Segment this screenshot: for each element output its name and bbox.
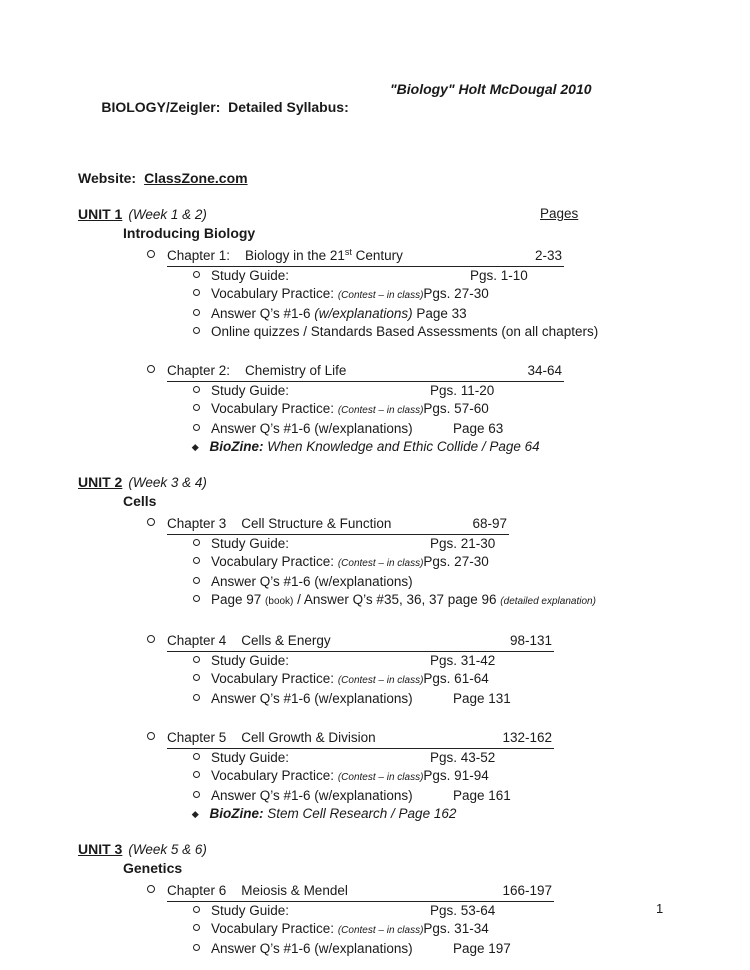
item-text: Pgs. 27-30 bbox=[423, 286, 489, 301]
chapter-title-text: Cell Growth & Division bbox=[241, 730, 376, 745]
item-text: Pgs. 27-30 bbox=[423, 554, 489, 569]
unit-topic: Introducing Biology bbox=[123, 225, 256, 241]
item-text: Study Guide: bbox=[211, 383, 290, 398]
list-item bbox=[78, 573, 693, 591]
chapter-title bbox=[241, 725, 375, 747]
chapter-block bbox=[78, 358, 693, 456]
item-text: Vocabulary Practice: bbox=[211, 921, 338, 936]
item-page-ref: Page 161 bbox=[453, 788, 511, 803]
chapter-title-text: Cell Structure & Function bbox=[241, 516, 392, 531]
footer-page-number: 1 bbox=[656, 901, 664, 916]
list-item bbox=[78, 902, 693, 920]
item-text: Answer Q’s #1-6 (w/explanations) bbox=[211, 421, 413, 436]
item-page-ref: Page 197 bbox=[453, 941, 511, 956]
unit-topic: Genetics bbox=[123, 860, 183, 876]
unit-section bbox=[78, 473, 693, 823]
item-text: Page 33 bbox=[412, 306, 467, 321]
list-item bbox=[78, 749, 693, 767]
list-item bbox=[78, 591, 693, 611]
unit-name: UNIT 1 bbox=[78, 206, 123, 222]
website-label: Website: bbox=[78, 170, 137, 186]
list-item bbox=[78, 305, 693, 323]
unit-name: UNIT 2 bbox=[78, 474, 123, 490]
item-text: Vocabulary Practice: bbox=[211, 286, 338, 301]
doc-title: BIOLOGY/Zeigler: Detailed Syllabus: bbox=[101, 99, 349, 115]
chapter-row bbox=[78, 243, 693, 267]
circle-bullet-icon bbox=[147, 250, 155, 258]
item-text: Pgs. 91-94 bbox=[423, 768, 489, 783]
list-item bbox=[78, 670, 693, 690]
chapter-title bbox=[241, 628, 330, 650]
chapter-page-range: 166-197 bbox=[502, 883, 552, 898]
chapter-title bbox=[241, 878, 348, 900]
item-page-ref: Pgs. 53-64 bbox=[430, 903, 496, 918]
chapter-underline bbox=[167, 358, 564, 382]
list-item bbox=[78, 267, 693, 285]
item-text: (Contest – in class) bbox=[337, 772, 424, 783]
circle-bullet-icon bbox=[193, 424, 200, 431]
unit-week: (Week 1 & 2) bbox=[128, 207, 207, 222]
item-text: / Answer Q’s #35, 36, 37 page 96 bbox=[293, 592, 501, 607]
unit-week: (Week 5 & 6) bbox=[128, 842, 207, 857]
item-text: Study Guide: bbox=[211, 903, 290, 918]
chapter-row bbox=[78, 725, 693, 749]
item-text: Vocabulary Practice: bbox=[211, 554, 338, 569]
chapter-page-range: 132-162 bbox=[502, 730, 552, 745]
diamond-bullet-icon bbox=[192, 444, 198, 450]
unit-header bbox=[78, 473, 693, 492]
chapter-row bbox=[78, 628, 693, 652]
diamond-bullet-icon bbox=[192, 811, 198, 817]
list-item bbox=[78, 420, 693, 438]
chapter-label: Chapter 3 bbox=[167, 516, 227, 531]
book-title: "Biology" Holt McDougal 2010 bbox=[390, 81, 592, 97]
item-text: Pgs. 61-64 bbox=[423, 671, 489, 686]
list-item bbox=[78, 285, 693, 305]
chapter-label: Chapter 6 bbox=[167, 883, 227, 898]
item-text: Answer Q’s #1-6 (w/explanations) bbox=[211, 691, 413, 706]
list-item bbox=[78, 787, 693, 805]
circle-bullet-icon bbox=[147, 732, 155, 740]
list-item bbox=[78, 553, 693, 573]
doc-header bbox=[78, 80, 693, 152]
item-page-ref: Pgs. 43-52 bbox=[430, 750, 496, 765]
item-text: When Knowledge and Ethic Collide / Page 64 bbox=[263, 439, 540, 454]
list-item bbox=[78, 382, 693, 400]
circle-bullet-icon bbox=[193, 656, 200, 663]
item-text: Vocabulary Practice: bbox=[211, 401, 338, 416]
circle-bullet-icon bbox=[147, 365, 155, 373]
circle-bullet-icon bbox=[193, 753, 200, 760]
item-text: Answer Q’s #1-6 bbox=[211, 306, 315, 321]
circle-bullet-icon bbox=[193, 539, 200, 546]
list-item bbox=[78, 805, 693, 823]
unit-header bbox=[78, 840, 693, 859]
circle-bullet-icon bbox=[193, 271, 200, 278]
item-page-ref: Page 63 bbox=[453, 421, 504, 436]
chapter-block bbox=[78, 725, 693, 823]
circle-bullet-icon bbox=[193, 386, 200, 393]
item-text: BioZine: bbox=[209, 439, 264, 454]
chapter-underline bbox=[167, 628, 554, 652]
item-text: Stem Cell Research / Page 162 bbox=[263, 806, 457, 821]
item-text: (Contest – in class) bbox=[337, 675, 424, 686]
item-text: Answer Q’s #1-6 (w/explanations) bbox=[211, 574, 413, 589]
chapter-row bbox=[78, 358, 693, 382]
circle-bullet-icon bbox=[193, 309, 200, 316]
list-item bbox=[78, 438, 693, 456]
item-text: Study Guide: bbox=[211, 268, 290, 283]
unit-week: (Week 3 & 4) bbox=[128, 475, 207, 490]
item-text: Online quizzes / Standards Based Assessments (on all chapters) bbox=[211, 324, 599, 339]
item-text: (book) bbox=[265, 596, 294, 607]
list-item bbox=[78, 767, 693, 787]
chapter-label: Chapter 1: bbox=[167, 248, 231, 263]
list-item bbox=[78, 323, 693, 341]
circle-bullet-icon bbox=[193, 694, 200, 701]
chapter-label: Chapter 2: bbox=[167, 363, 231, 378]
circle-bullet-icon bbox=[193, 674, 200, 681]
circle-bullet-icon bbox=[193, 557, 200, 564]
chapter-page-range: 2-33 bbox=[534, 248, 562, 263]
item-text: Study Guide: bbox=[211, 536, 290, 551]
item-text: Page 97 bbox=[211, 592, 266, 607]
item-text: Vocabulary Practice: bbox=[211, 671, 338, 686]
chapter-page-range: 34-64 bbox=[527, 363, 562, 378]
item-page-ref: Pgs. 11-20 bbox=[430, 383, 495, 398]
units-container bbox=[78, 205, 693, 958]
pages-column-header: Pages bbox=[540, 206, 579, 221]
website-link: ClassZone.com bbox=[144, 170, 248, 186]
chapter-block bbox=[78, 628, 693, 708]
circle-bullet-icon bbox=[193, 924, 200, 931]
chapter-title-text: Century bbox=[351, 248, 403, 263]
chapter-block bbox=[78, 878, 693, 958]
item-text: (w/explanations) bbox=[314, 306, 413, 321]
item-page-ref: Pgs. 1-10 bbox=[470, 268, 528, 283]
chapter-underline bbox=[167, 511, 509, 535]
item-text: (detailed explanation) bbox=[500, 596, 596, 607]
circle-bullet-icon bbox=[193, 771, 200, 778]
chapter-page-range: 98-131 bbox=[509, 633, 552, 648]
list-item bbox=[78, 920, 693, 940]
chapter-underline bbox=[167, 725, 554, 749]
item-text: (Contest – in class) bbox=[337, 405, 424, 416]
chapter-row bbox=[78, 511, 693, 535]
item-text: (Contest – in class) bbox=[337, 290, 424, 301]
list-item bbox=[78, 940, 693, 958]
item-page-ref: Pgs. 31-42 bbox=[430, 653, 496, 668]
item-text: Answer Q’s #1-6 (w/explanations) bbox=[211, 941, 413, 956]
chapter-title-text: Biology in the 21 bbox=[245, 248, 345, 263]
item-text: BioZine: bbox=[209, 806, 264, 821]
chapter-title-text: Cells & Energy bbox=[241, 633, 331, 648]
item-text: Vocabulary Practice: bbox=[211, 768, 338, 783]
chapter-block bbox=[78, 243, 693, 341]
circle-bullet-icon bbox=[147, 635, 155, 643]
list-item bbox=[78, 535, 693, 553]
list-item bbox=[78, 400, 693, 420]
unit-section bbox=[78, 840, 693, 958]
circle-bullet-icon bbox=[193, 577, 200, 584]
circle-bullet-icon bbox=[193, 289, 200, 296]
chapter-row bbox=[78, 878, 693, 902]
item-text: Pgs. 31-34 bbox=[423, 921, 489, 936]
unit-name: UNIT 3 bbox=[78, 841, 123, 857]
chapter-block bbox=[78, 511, 693, 611]
chapter-underline bbox=[167, 243, 564, 267]
item-text: (Contest – in class) bbox=[337, 558, 424, 569]
list-item bbox=[78, 652, 693, 670]
unit-header bbox=[78, 205, 693, 224]
circle-bullet-icon bbox=[193, 906, 200, 913]
chapter-underline bbox=[167, 878, 554, 902]
circle-bullet-icon bbox=[193, 595, 200, 602]
chapter-title bbox=[241, 511, 391, 533]
unit-section bbox=[78, 205, 693, 456]
item-text: Study Guide: bbox=[211, 750, 290, 765]
circle-bullet-icon bbox=[193, 791, 200, 798]
item-text: Pgs. 57-60 bbox=[423, 401, 489, 416]
item-text: Study Guide: bbox=[211, 653, 290, 668]
circle-bullet-icon bbox=[193, 404, 200, 411]
circle-bullet-icon bbox=[193, 944, 200, 951]
item-text: Answer Q’s #1-6 (w/explanations) bbox=[211, 788, 413, 803]
chapter-title bbox=[245, 243, 403, 265]
superscript-ordinal: st bbox=[344, 247, 352, 257]
chapter-label: Chapter 4 bbox=[167, 633, 227, 648]
chapter-label: Chapter 5 bbox=[167, 730, 227, 745]
chapter-page-range: 68-97 bbox=[472, 516, 507, 531]
item-text: (Contest – in class) bbox=[337, 925, 424, 936]
page-content bbox=[78, 80, 693, 958]
chapter-title-text: Chemistry of Life bbox=[245, 363, 347, 378]
item-page-ref: Pgs. 21-30 bbox=[430, 536, 496, 551]
unit-topic: Cells bbox=[123, 493, 157, 509]
chapter-title bbox=[245, 358, 346, 380]
circle-bullet-icon bbox=[147, 518, 155, 526]
circle-bullet-icon bbox=[147, 885, 155, 893]
list-item bbox=[78, 690, 693, 708]
website-line bbox=[78, 169, 693, 187]
circle-bullet-icon bbox=[193, 327, 200, 334]
chapter-title-text: Meiosis & Mendel bbox=[241, 883, 348, 898]
item-page-ref: Page 131 bbox=[453, 691, 511, 706]
